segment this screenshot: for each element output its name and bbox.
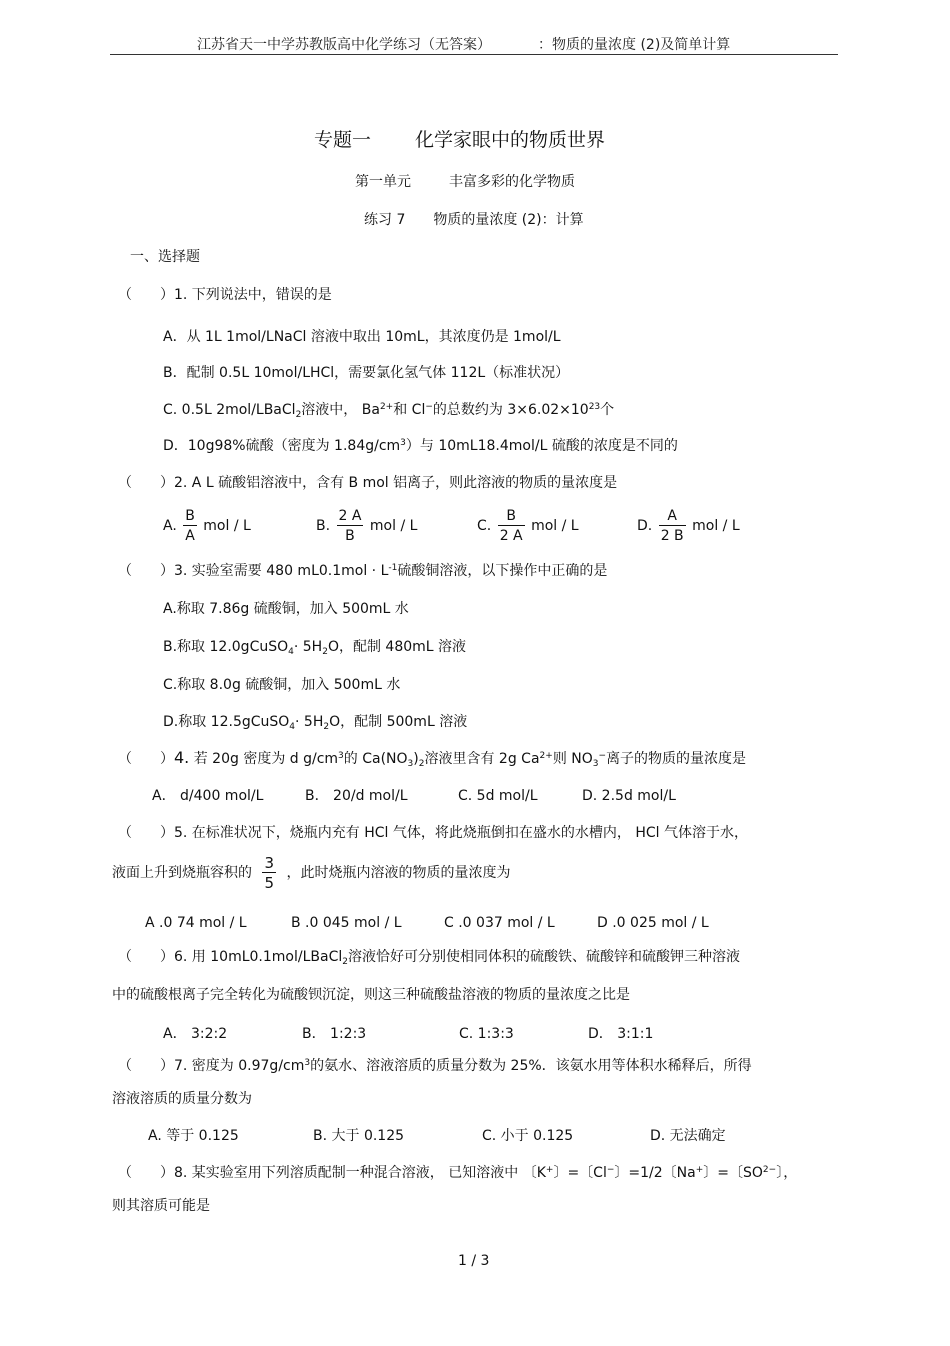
- q6-option-d: D． 3:1:1: [588, 1026, 654, 1042]
- question-5-stem: （ ）5. 在标准状况下，烧瓶内充有 HCl 气体，将此烧瓶倒扣在盛水的水槽内， HCl 气体溶于水，: [118, 825, 748, 841]
- question-1-stem: （ ）1. 下列说法中，错误的是: [118, 287, 332, 303]
- q1-option-d: D．10g98%硫酸（密度为 $1.84g/cm^3$）与 10mL18.4mol/L 硫酸的浓度是不同的: [163, 438, 678, 454]
- fraction: $\frac{2 A}{B}$: [338, 508, 362, 544]
- q4-option-c: C. 5d mol/L: [458, 788, 538, 804]
- question-2-stem: （ ）2. A L 硫酸铝溶液中，含有 B mol 铝离子，则此溶液的物质的量浓度是: [118, 475, 618, 491]
- q4-option-a: A． d/400 mol/L: [152, 788, 264, 804]
- q1-option-b: B．配制 0.5L 10mol/LHCl，需要氯化氢气体 112L（标准状况）: [163, 365, 570, 381]
- q3-option-a: A.称取 7.86g 硫酸铜，加入 500mL 水: [163, 601, 409, 617]
- question-4-stem: （ ）4. 若 20g 密度为 d $g/cm^3$的 $Ca(NO_3)_2$溶液里含有 2g $Ca^{2+}$则 $NO_3^-$离子的物质的量浓度是: [118, 748, 747, 769]
- q3-option-d: D.称取 12.5gCuSO$_4$· $5H_2O$，配制 500mL 溶液: [163, 714, 468, 732]
- q5-option-a: A .0 74 mol / L: [145, 915, 247, 931]
- q7-option-b: B. 大于 0.125: [313, 1128, 405, 1144]
- fraction: $\frac{B}{A}$: [185, 508, 195, 544]
- question-6-stem: （ ）6. 用 10mL0.1mol/LBaCl$_2$溶液恰好可分别使相同体积的硫酸铁、硫酸锌和硫酸钾三种溶液: [118, 949, 740, 967]
- q5-option-b: B .0 045 mol / L: [291, 915, 402, 931]
- fraction: $\frac{A}{2 B}$: [660, 508, 684, 544]
- q2-option-d: D. $\frac{A}{2 B}$ mol / L: [637, 508, 740, 544]
- q6-option-b: B． 1:2:3: [302, 1026, 367, 1042]
- q1-option-a: A．从 1L 1mol/LNaCl 溶液中取出 10mL，其浓度仍是 1mol/L: [163, 329, 561, 345]
- q5-option-d: D .0 025 mol / L: [597, 915, 709, 931]
- q2-option-c: C. $\frac{B}{2 A}$ mol / L: [477, 508, 579, 544]
- q7-option-d: D. 无法确定: [650, 1128, 726, 1144]
- header-rule: [110, 54, 838, 55]
- q2-option-b: B. $\frac{2 A}{B}$ mol / L: [316, 508, 418, 544]
- question-3-stem: （ ）3. 实验室需要 480 $mL0.1mol \cdot L^{-1}$硫酸铜溶液，以下操作中正确的是: [118, 563, 608, 579]
- question-8-line2: 则其溶质可能是: [112, 1198, 210, 1214]
- q3-option-b: B.称取 12.0gCuSO$_4$· $5H_2O$，配制 480mL 溶液: [163, 639, 467, 657]
- question-8-stem: （ ）8. 某实验室用下列溶质配制一种混合溶液， 已知溶液中 〔K+〕=〔Cl−〕=1/2〔Na+〕=〔$SO^{2-}$〕，: [118, 1165, 798, 1181]
- lesson-title: 练习 7 物质的量浓度 (2)：计算: [364, 212, 584, 228]
- q5-option-c: C .0 037 mol / L: [444, 915, 555, 931]
- section-heading: 一、选择题: [130, 249, 200, 265]
- q6-option-c: C. 1:3:3: [459, 1026, 514, 1042]
- fraction: $\frac{3}{5}$: [264, 854, 274, 892]
- question-7-line2: 溶液溶质的质量分数为: [112, 1091, 252, 1107]
- q7-option-c: C. 小于 0.125: [482, 1128, 574, 1144]
- q7-option-a: A. 等于 0.125: [148, 1128, 239, 1144]
- question-7-stem: （ ）7. 密度为 $0.97g/cm^3$的氨水、溶液溶质的质量分数为 25%．该氨水用等体积水稀释后，所得: [118, 1058, 752, 1074]
- q3-option-c: C.称取 8.0g 硫酸铜，加入 500mL 水: [163, 677, 401, 693]
- page-number: 1 / 3: [458, 1253, 490, 1269]
- fraction: $\frac{B}{2 A}$: [499, 508, 523, 544]
- question-6-line2: 中的硫酸根离子完全转化为硫酸钡沉淀，则这三种硫酸盐溶液的物质的量浓度之比是: [112, 987, 630, 1003]
- q6-option-a: A． 3:2:2: [163, 1026, 228, 1042]
- q2-option-a: A. $\frac{B}{A}$ mol / L: [163, 508, 251, 544]
- topic-title: 专题一 化学家眼中的物质世界: [314, 129, 606, 151]
- q1-option-c: C. 0.5L 2mol/LBaCl$_2$溶液中， $Ba^{2+}$和 Cl−的总数约为 $3\times 6.02\times 10^{23}$个: [163, 402, 615, 420]
- q4-option-d: D. 2.5d mol/L: [582, 788, 676, 804]
- question-5-line2: 液面上升到烧瓶容积的 $\frac{3}{5}$ ，此时烧瓶内溶液的物质的量浓度为: [112, 854, 511, 892]
- header-right: ：物质的量浓度 (2)及简单计算: [538, 37, 731, 53]
- q4-option-b: B． 20/d mol/L: [305, 788, 408, 804]
- unit-title: 第一单元 丰富多彩的化学物质: [355, 174, 575, 190]
- header-left: 江苏省天一中学苏教版高中化学练习（无答案）: [197, 37, 491, 53]
